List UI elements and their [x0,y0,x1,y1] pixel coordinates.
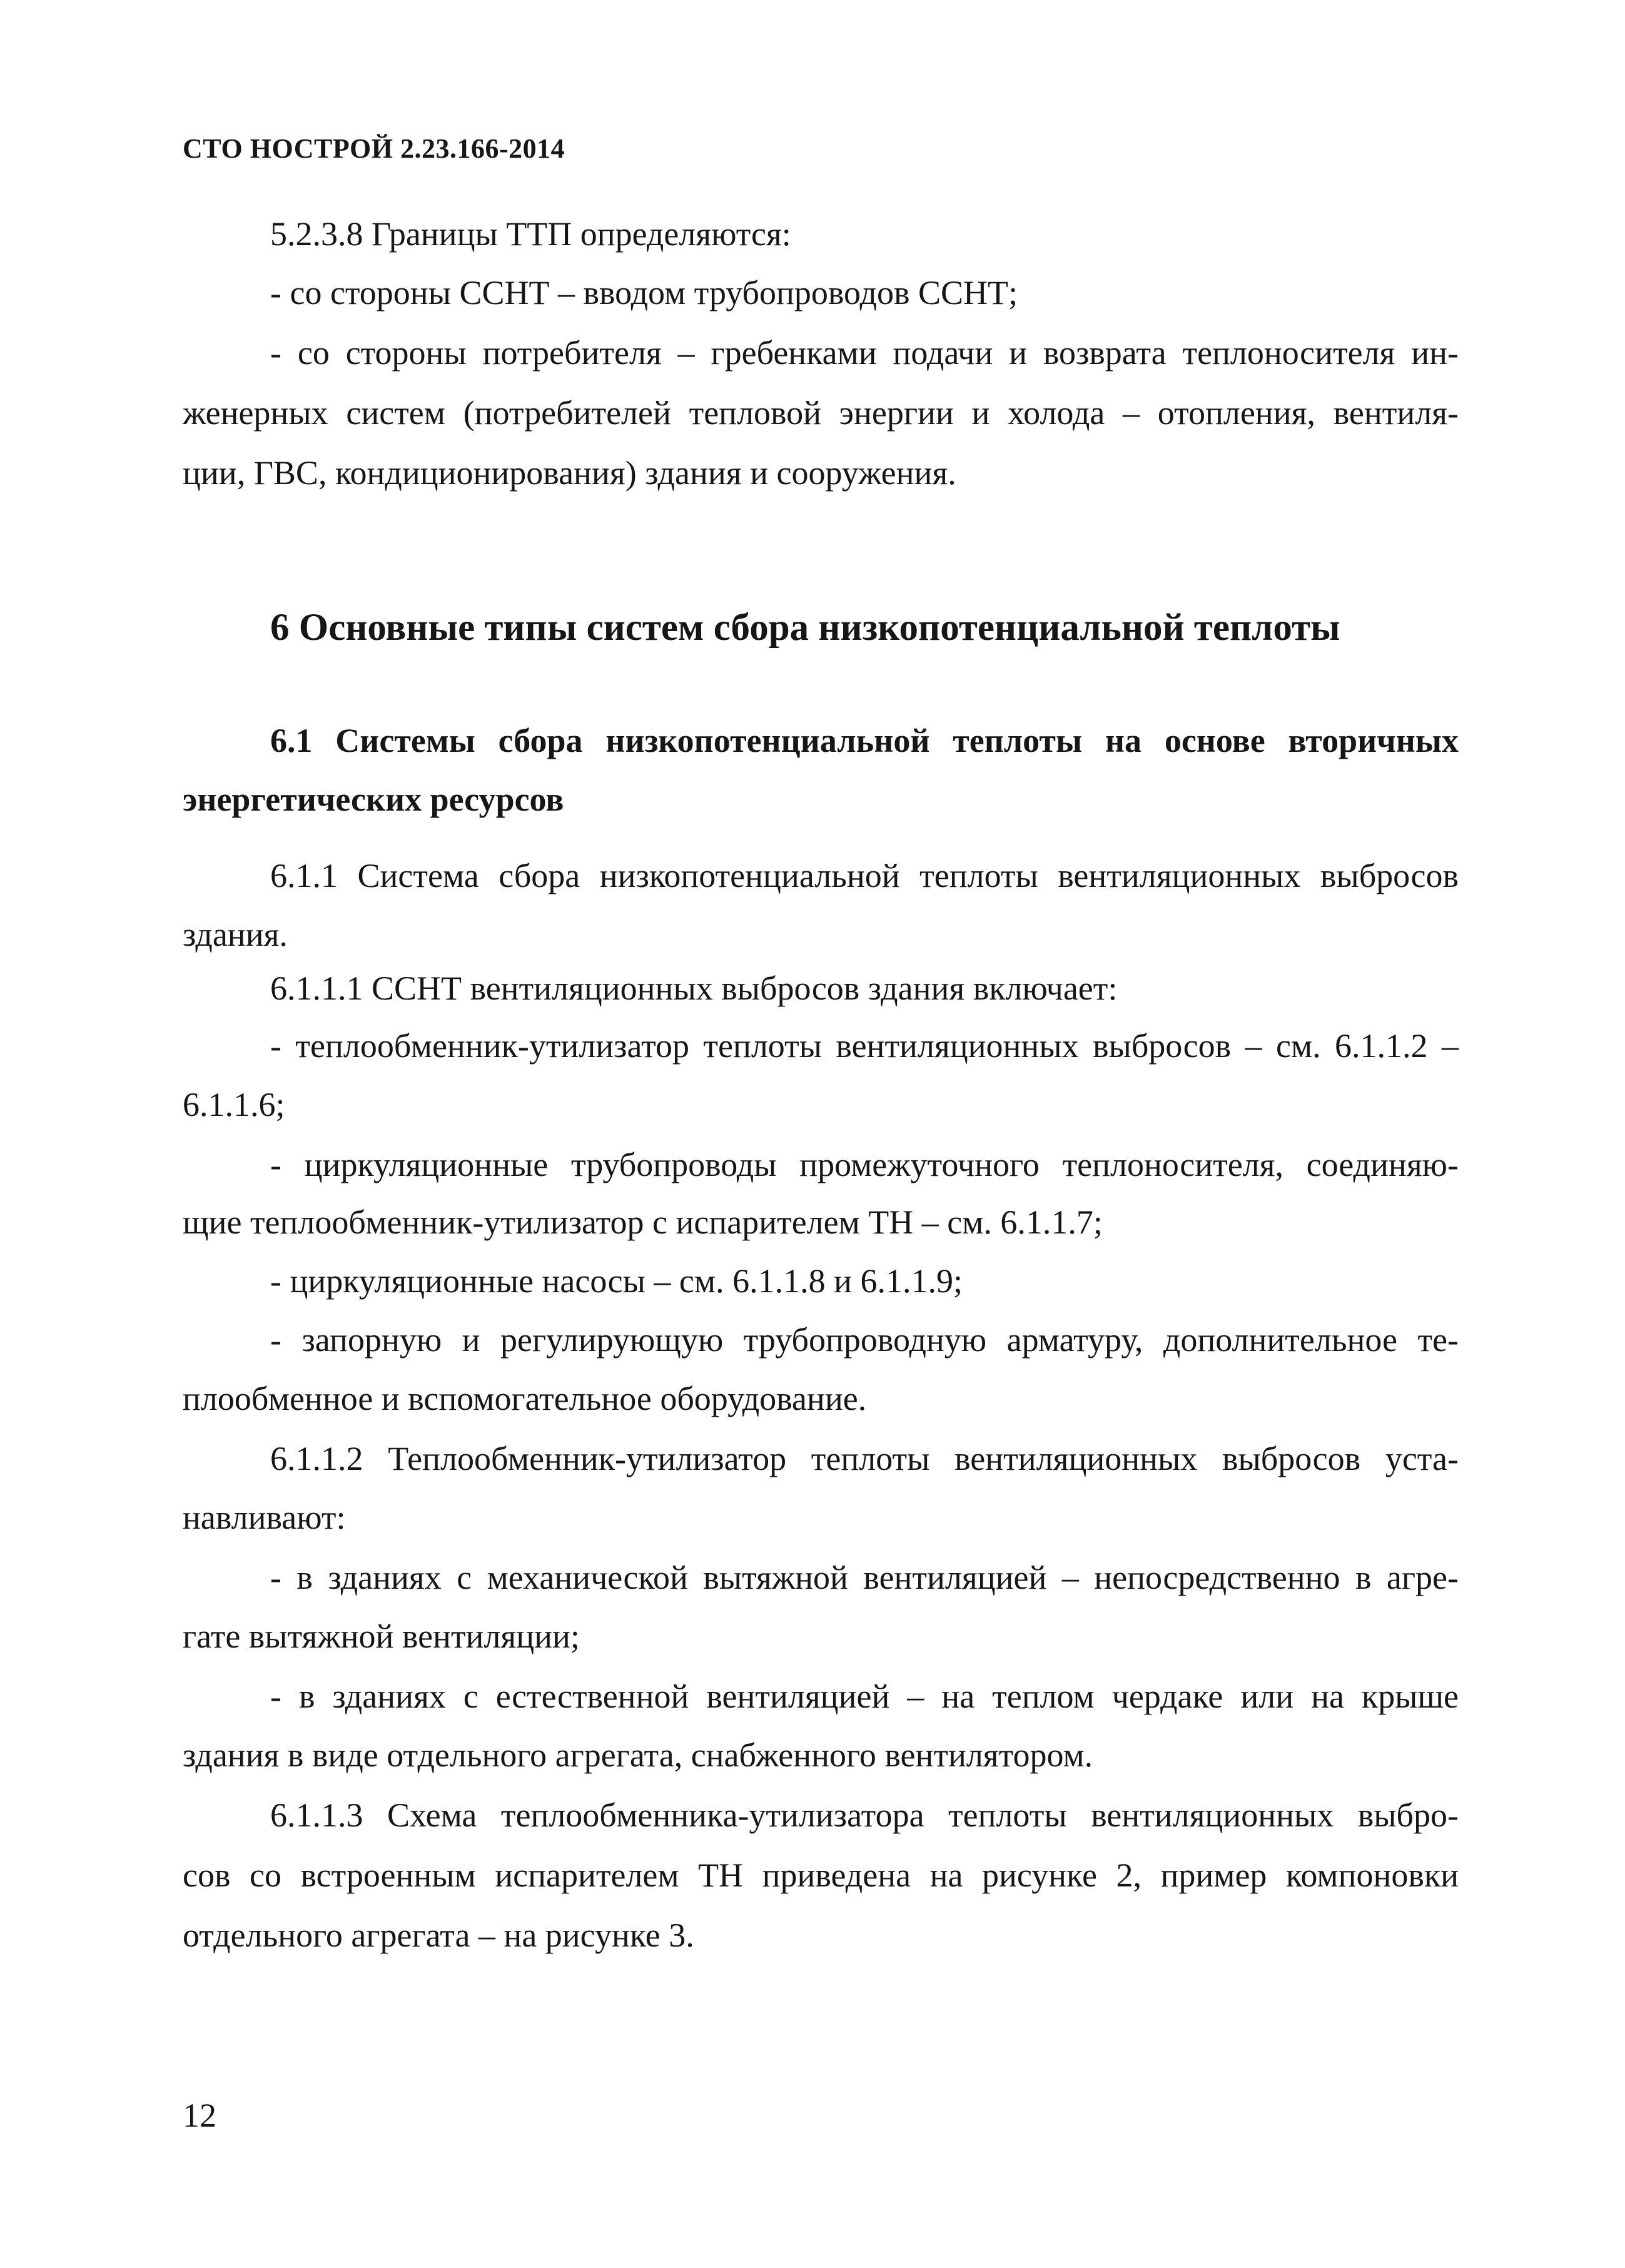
text-line: здания. [183,916,288,953]
text-line: ции, ГВС, кондиционирования) здания и сооружения. [183,454,956,492]
page-number: 12 [183,2097,216,2134]
text-line: женерных систем (потребителей тепловой энергии и холода – отопления, вентиля- [183,394,1459,432]
text-line: 6.1.1 Система сбора низкопотенциальной теплоты вентиляционных выбросов [270,857,1459,894]
list-item: - теплообменник-утилизатор теплоты вентиляционных выбросов – см. 6.1.1.2 – [270,1027,1459,1065]
text-line: плообменное и вспомогательное оборудование. [183,1380,867,1417]
list-item: - циркуляционные трубопроводы промежуточного теплоносителя, соединяю- [270,1146,1459,1183]
subsection-heading-cont: энергетических ресурсов [183,781,564,818]
list-item: - со стороны ССНТ – вводом трубопроводов ССНТ; [270,274,1018,311]
text-line: щие теплообменник-утилизатор с испарителем ТН – см. 6.1.1.7; [183,1203,1103,1241]
text-line: 6.1.1.1 ССНТ вентиляционных выбросов здания включает: [270,969,1118,1007]
list-item: - со стороны потребителя – гребенками подачи и возврата теплоносителя ин- [270,334,1459,372]
text-line: навливают: [183,1499,346,1536]
list-item: - в зданиях с естественной вентиляцией – на теплом чердаке или на крыше [270,1678,1459,1715]
text-line: 6.1.1.2 Теплообменник-утилизатор теплоты вентиляционных выбросов уста- [270,1440,1459,1477]
section-heading: 6 Основные типы систем сбора низкопотенциальной теплоты [270,607,1340,649]
subsection-heading: 6.1 Системы сбора низкопотенциальной теплоты на основе вторичных [270,722,1459,759]
text-line: здания в виде отдельного агрегата, снабженного вентилятором. [183,1736,1093,1774]
text-line: сов со встроенным испарителем ТН приведена на рисунке 2, пример компоновки [183,1856,1459,1894]
document-header: СТО НОСТРОЙ 2.23.166-2014 [183,133,565,164]
text-line: 6.1.1.3 Схема теплообменника-утилизатора теплоты вентиляционных выбро- [270,1796,1459,1834]
text-line: 5.2.3.8 Границы ТТП определяются: [270,215,791,253]
list-item: - циркуляционные насосы – см. 6.1.1.8 и 6.1.1.9; [270,1262,963,1300]
text-line: 6.1.1.6; [183,1086,285,1123]
list-item: - запорную и регулирующую трубопроводную арматуру, дополнительное те- [270,1321,1459,1359]
list-item: - в зданиях с механической вытяжной вентиляцией – непосредственно в агре- [270,1559,1459,1596]
text-line: гате вытяжной вентиляции; [183,1617,580,1655]
text-line: отдельного агрегата – на рисунке 3. [183,1916,694,1954]
